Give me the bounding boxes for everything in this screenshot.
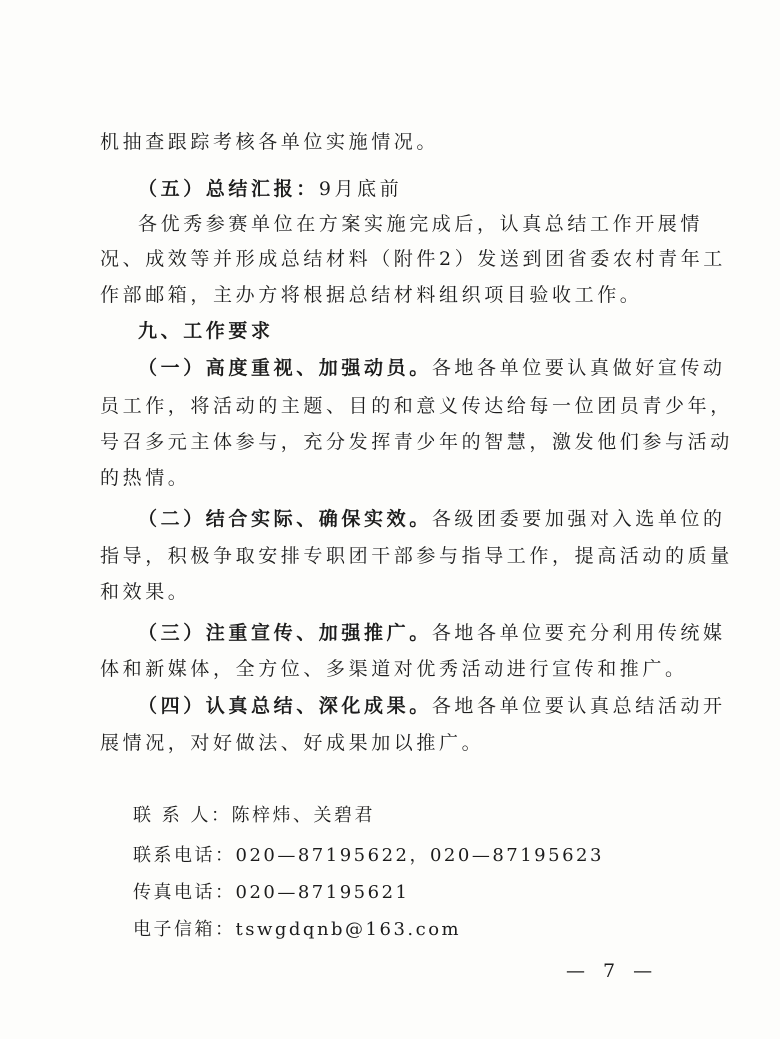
paragraph-text: 和效果。 — [100, 581, 191, 603]
paragraph-text: 员工作，将活动的主题、目的和意义传达给每一位团员青少年， — [100, 395, 733, 417]
section-5-date: 9月底前 — [318, 178, 403, 200]
paragraph-text: 各地各单位要认真做好宣传动 — [431, 357, 726, 379]
section-9-title: 九、工作要求 — [138, 320, 274, 342]
contact-fax-value: 020—87195621 — [235, 882, 410, 903]
requirement-2-line-3 — [100, 580, 680, 604]
paragraph-text: 的热情。 — [100, 467, 191, 489]
section-9-heading — [138, 319, 718, 343]
requirement-4-line-1 — [138, 694, 726, 718]
section-5-line-2 — [100, 247, 726, 271]
contact-email — [133, 918, 461, 942]
page-number: — 7 — — [566, 960, 659, 982]
requirement-1-line-2 — [100, 394, 733, 418]
paragraph-text: 作部邮箱，主办方将根据总结材料组织项目验收工作。 — [100, 284, 643, 306]
section-5-line-3 — [100, 283, 680, 307]
paragraph-text: 指导，积极争取安排专职团干部参与指导工作，提高活动的质量 — [100, 545, 733, 567]
requirement-1-title: （一）高度重视、加强动员。 — [138, 357, 432, 379]
contact-phone-value: 020—87195622，020—87195623 — [235, 845, 604, 866]
requirement-1-line-1 — [138, 356, 726, 380]
paragraph-text: 展情况，对好做法、好成果加以推广。 — [100, 732, 485, 754]
contact-phone-label: 联系电话： — [133, 845, 236, 866]
paragraph-text: 各地各单位要充分利用传统媒 — [431, 622, 726, 644]
requirement-2-line-1 — [138, 507, 726, 531]
requirement-4-line-2 — [100, 731, 680, 755]
requirement-3-line-2 — [100, 657, 688, 681]
requirement-4-title: （四）认真总结、深化成果。 — [138, 695, 432, 717]
contact-person — [133, 804, 375, 828]
requirement-2-title: （二）结合实际、确保实效。 — [138, 508, 432, 530]
text-line-continuation — [100, 130, 680, 154]
paragraph-text: 各级团委要加强对入选单位的 — [431, 508, 726, 530]
requirement-3-title: （三）注重宣传、加强推广。 — [138, 622, 432, 644]
section-5-heading — [138, 177, 718, 201]
paragraph-text: 况、成效等并形成总结材料（附件2）发送到团省委农村青年工 — [100, 248, 726, 270]
contact-fax — [133, 881, 409, 905]
paragraph-text: 各地各单位要认真总结活动开 — [431, 695, 726, 717]
section-5-title: （五）总结汇报： — [138, 178, 319, 200]
requirement-2-line-2 — [100, 544, 733, 568]
paragraph-text: 各优秀参赛单位在方案实施完成后，认真总结工作开展情 — [138, 213, 704, 235]
section-5-line-1 — [138, 212, 718, 236]
requirement-3-line-1 — [138, 621, 726, 645]
continuation-text: 机抽查跟踪考核各单位实施情况。 — [100, 131, 440, 153]
contact-phone — [133, 844, 604, 868]
contact-person-label: 联 系 人： — [133, 805, 232, 826]
requirement-1-line-3 — [100, 430, 733, 454]
contact-email-value: tswgdqnb@163.com — [235, 919, 462, 940]
contact-fax-label: 传真电话： — [133, 882, 236, 903]
contact-person-value: 陈梓炜、关碧君 — [231, 805, 375, 826]
paragraph-text: 体和新媒体，全方位、多渠道对优秀活动进行宣传和推广。 — [100, 658, 688, 680]
paragraph-text: 号召多元主体参与，充分发挥青少年的智慧，激发他们参与活动 — [100, 431, 733, 453]
requirement-1-line-4 — [100, 466, 680, 490]
contact-email-label: 电子信箱： — [133, 919, 236, 940]
